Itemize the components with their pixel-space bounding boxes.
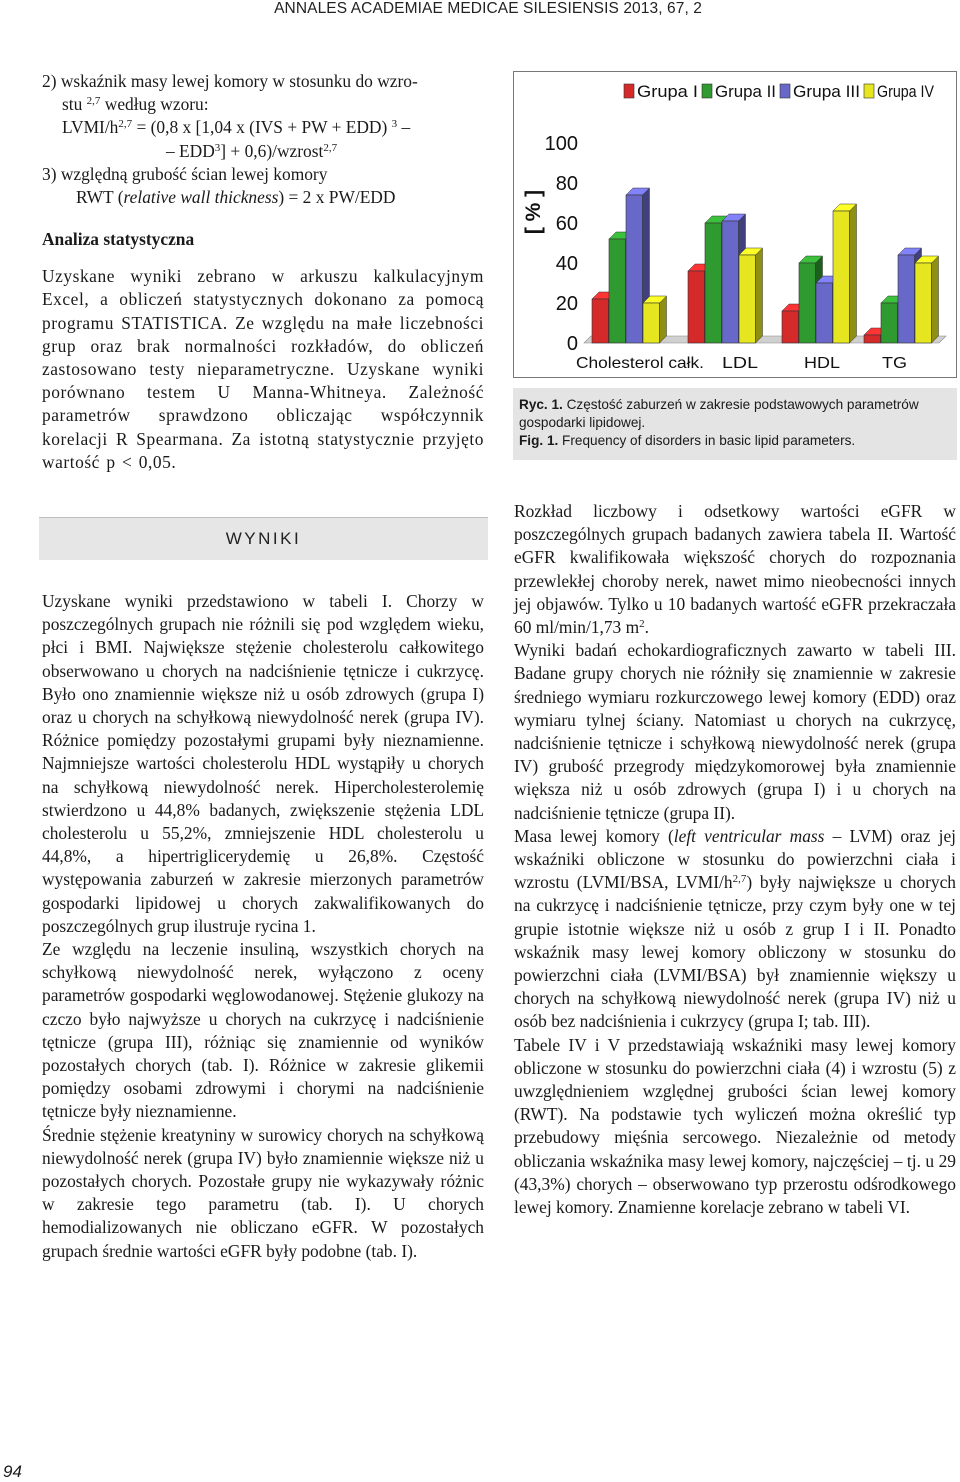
- bar-3-2: [722, 221, 739, 343]
- legend-swatch-2: [702, 84, 712, 98]
- formula-sup4: 2,7: [323, 141, 338, 154]
- x-tick-4: TG: [882, 355, 907, 372]
- results-paragraph-3: Średnie stężenie kreatyniny w surowicy chorych na schyłkową niewydolność nerek (grupa IV) było znamiennie większe niż u pozostałych chorych. Pozostałe grupy nie wykazywały różnic w zakresie tego parametru (tab. I). U chorych hemodializowanych nie obliczano eGFR. W pozostałych grupach średnie wartości eGFR były podobne (tab. I).: [42, 1124, 484, 1261]
- formula-sup1: 2,7: [118, 118, 133, 131]
- bar-2-2: [705, 223, 722, 343]
- legend-swatch-4: [864, 84, 874, 98]
- stat-paragraph: Uzyskane wyniki zebrano w arkuszu kalkulacyjnym Excel, a obliczeń statystycznych dokonano za pomocą programu STATISTICA. Ze względu na małe liczebności grup oraz brak normalności rozkładów, do obliczeń zastosowano testy nieparametryczne. Uzyskane wyniki porównano testem U Manna-Whitneya. Zależność parametrów sprawdzono obliczając współczynnik korelacji R Spearmana. Za istotną statystycznie przyjęto wartość p < 0,05.: [42, 266, 484, 472]
- bar-1-2: [688, 271, 705, 343]
- legend-swatch-3: [780, 84, 790, 98]
- right-paragraph-2: Wyniki badań echokardiograficznych zawarto w tabeli III. Badane grupy chorych nie różniły się znamiennie w zakresie średniego wymiaru rozkurczowego lewej komory (EDD) oraz wymiaru tylnej ściany. Natomiast u chorych na cukrzycę, nadciśnienie tętnicze i schyłkową niewydolność nerek (grupa IV) grubość przegrody międzykomorowej była znamiennie większa niż u osób zdrowych (grupa I) i u chorych na nadciśnienie tętnicze (grupa II).: [514, 640, 956, 823]
- section-header-results: [39, 517, 488, 560]
- legend-label-1: Grupa I: [637, 82, 698, 101]
- item3-text-a: 3) względną grubość ścian lewej komory: [42, 163, 328, 184]
- bar-4-2: [739, 255, 756, 343]
- right-paragraph-3: [514, 825, 956, 1034]
- formula-b: = (0,8 x [1,04 x (IVS + PW + EDD): [132, 117, 392, 138]
- item2-sup: 2,7: [86, 95, 101, 108]
- formula-sup2: 3: [391, 118, 398, 131]
- left-column: [42, 70, 484, 474]
- formula-block: [42, 70, 484, 209]
- legend-label-2: Grupa II: [715, 82, 776, 101]
- bar-4-4: [915, 263, 932, 343]
- item2-line1: [42, 70, 484, 93]
- item2-text-a: 2) wskaźnik masy lewej komory w stosunku do wzro-: [42, 71, 418, 91]
- item3-italic: relative wall thickness: [123, 187, 279, 208]
- item2-text-b: stu: [62, 94, 87, 115]
- bar-3-4: [898, 255, 915, 343]
- right-column: [514, 500, 956, 1219]
- stat-heading: Analiza statystyczna: [42, 229, 195, 250]
- x-tick-3: HDL: [804, 355, 841, 372]
- bar-1-1: [592, 299, 609, 343]
- y-tick-20: 20: [555, 293, 578, 315]
- item3-text-c: ) = 2 x PW/EDD: [278, 187, 396, 208]
- results-paragraph-1: Uzyskane wyniki przedstawiono w tabeli I. Chorzy w poszczególnych grupach nie różnili się pod względem wieku, płci i BMI. Największe stężenie cholesterolu całkowitego obserwowano u chorych na nadciśnienie tętnicze i cukrzycę. Było ono znamiennie większe niż u osób zdrowych (grupa I) oraz u chorych na schyłkową niewydolność nerek (grupa IV). Różnice pomiędzy pozostałymi grupami były nieznamienne. Najmniejsze wartości cholesterolu HDL wystąpiły u chorych na schyłkową niewydolność nerek. Hipercholesterolemię stwierdzono u 44,8% badanych, zwiększenie stężenia LDL cholesterolu u 55,2%, zmniejszenie HDL cholesterolu u 44,8%, a hipertriglicerydemię u 26,8%. Częstość występowania zaburzeń w zakresie mierzonych parametrów gospodarki lipidowej u chorych zakwalifikowanych do poszczególnych grup ilustruje rycina 1.: [42, 591, 484, 936]
- x-tick-1: Cholesterol całk.: [576, 355, 704, 372]
- item2-text-c: według wzoru:: [100, 94, 209, 115]
- bar-side-4-4: [932, 256, 939, 343]
- caption-pl-label: Ryc. 1.: [519, 397, 563, 412]
- right-p3-c: ) były największe u chorych na cukrzycę i nadciśnienie tętnicze, przy czym były one w tej grupie istotnie większe niż u osób z grup I i II. Ponadto wskaźnik masy lewej komory obliczony w stosunku do powierzchni ciała (LVMI/BSA) był znamiennie większy u chorych na schyłkową niewydolność nerek (grupa IV) niż u osób bez nadciśnienia i cukrzycy (grupa I; tab. III).: [514, 872, 957, 1032]
- legend-label-4: Grupa IV: [877, 82, 935, 101]
- results-paragraph-2: Ze względu na leczenie insuliną, wszystkich chorych na schyłkową niewydolność nerek, wyłączono z oceny parametrów gospodarki węglowodanowej. Stężenie glukozy na czczo było najwyższe u chorych na cukrzycę i nadciśnienie tętnicze (grupa III), różniąc się znamiennie od wyników pozostałych chorych (tab. I). Różnice w zakresie glikemii pomiędzy osobami zdrowymi i chorymi na nadciśnienie tętnicze były nieznamienne.: [42, 939, 484, 1122]
- caption-pl-text: Częstość zaburzeń w zakresie podstawowych parametrów gospodarki lipidowej.: [519, 397, 919, 430]
- item3-line2: [42, 186, 484, 209]
- section-title: WYNIKI: [225, 529, 302, 548]
- caption-en: [513, 432, 957, 450]
- y-tick-80: 80: [555, 173, 578, 195]
- bar-2-3: [799, 263, 816, 343]
- x-tick-2: LDL: [722, 355, 759, 372]
- results-text: [42, 590, 484, 1263]
- bar-2-4: [881, 303, 898, 343]
- bar-side-4-3: [850, 204, 857, 343]
- y-tick-0: 0: [566, 333, 578, 355]
- lipid-disorders-chart: [514, 72, 956, 377]
- running-head: ANNALES ACADEMIAE MEDICAE SILESIENSIS 2013, 67, 2: [274, 0, 702, 17]
- bar-1-4: [864, 335, 881, 343]
- bar-1-3: [782, 311, 799, 343]
- caption-pl: [513, 388, 957, 432]
- figure-box: [513, 71, 957, 378]
- page-number: 94: [3, 1462, 22, 1481]
- item3-line1: [42, 163, 484, 186]
- right-p1-sup: 2: [639, 618, 645, 631]
- item3-text-b: RWT (: [76, 187, 124, 208]
- right-p1-text: Rozkład liczbowy i odsetkowy wartości eGFR w poszczególnych grupach badanych zawiera tabela II. Wartość eGFR kwalifikowała większość chorych do rozpoznania przewlekłej choroby nerek, nawet mimo nieobecności innych jej objawów. Tylko u 10 badanych wartość eGFR przekraczała 60 ml/min/1,73 m: [514, 501, 956, 638]
- y-tick-100: 100: [544, 133, 578, 155]
- formula-sup3: 3: [214, 141, 221, 154]
- bar-side-4-2: [756, 248, 763, 343]
- bar-side-4-1: [660, 296, 667, 343]
- formula-a: LVMI/h: [62, 117, 119, 138]
- caption-en-text: Frequency of disorders in basic lipid parameters.: [558, 433, 856, 448]
- figure-caption: [513, 388, 957, 460]
- right-p3-b: – LVM) oraz jej wskaźniki obliczone w stosunku do powierzchni ciała i wzrostu (LVMI/BSA, LVMI/h: [514, 825, 957, 893]
- right-paragraph-4: Tabele IV i V przedstawiają wskaźniki masy lewej komory obliczone w stosunku do powierzchni ciała (4) i wzrostu (5) z uwzględnieniem względnej grubości ścian lewej komory (RWT). Na podstawie tych wyliczeń można określić typ przebudowy mięśnia sercowego. Niezależnie od metody obliczania wskaźnika masy lewej komory, najczęściej – tj. u 29 (43,3%) chorych – obserwowano typ przerostu odśrodkowego lewej komory. Znamienne korelacje zebrano w tabeli VI.: [514, 1034, 956, 1218]
- formula-line2: [42, 140, 484, 163]
- formula-line1: [42, 116, 484, 139]
- bar-4-1: [643, 303, 660, 343]
- right-p3-italic: left ventricular mass: [673, 825, 825, 846]
- legend-label-3: Grupa III: [793, 82, 860, 101]
- bar-2-1: [609, 239, 626, 343]
- y-axis-label: [ % ]: [522, 189, 545, 235]
- bar-4-3: [833, 211, 850, 343]
- formula-c: –: [397, 117, 411, 138]
- legend-swatch-1: [624, 84, 634, 98]
- right-p3-a: Masa lewej komory (: [514, 825, 674, 846]
- formula-d: – EDD: [166, 140, 215, 161]
- caption-en-label: Fig. 1.: [519, 433, 559, 448]
- right-paragraph-1: [514, 500, 956, 639]
- y-tick-40: 40: [555, 253, 578, 275]
- item2-line2: [42, 93, 484, 116]
- formula-e: ] + 0,6)/wzrost: [220, 140, 324, 161]
- bar-3-1: [626, 195, 643, 343]
- right-p3-sup: 2,7: [732, 873, 747, 886]
- bar-3-3: [816, 283, 833, 343]
- right-p1-end: .: [644, 617, 649, 638]
- y-tick-60: 60: [555, 213, 578, 235]
